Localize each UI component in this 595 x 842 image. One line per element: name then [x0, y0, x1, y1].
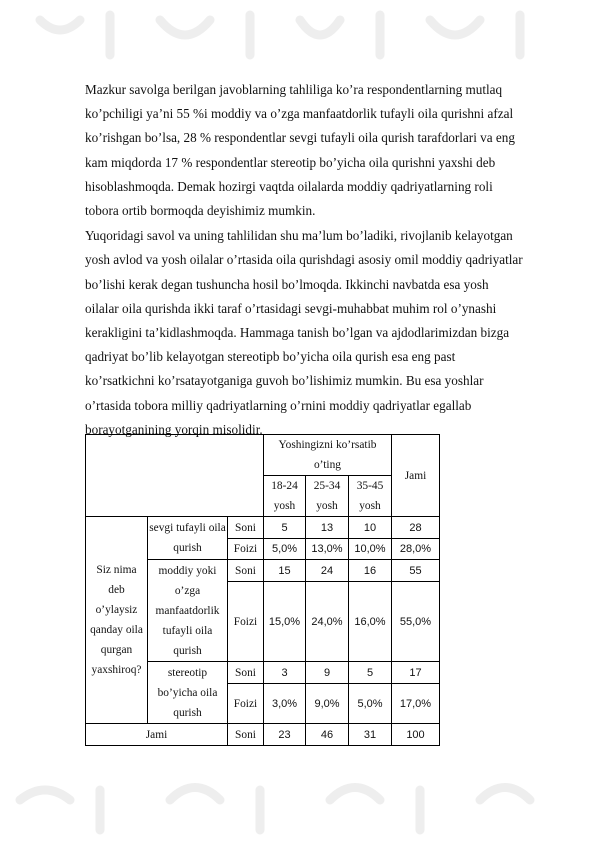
- text-line: ko’rishgan bo’lsa, 28 % respondentlar sevgi tufayli oila qurish tarafdorlari va eng: [85, 130, 515, 146]
- table-cell: 23: [264, 724, 306, 746]
- table-cell: 9,0%: [306, 684, 349, 724]
- text-line: yosh avlod va yosh oilalar o’rtasida oila qurishdagi asosiy omil moddiy qadriyatlar: [85, 252, 523, 268]
- text-line: o’rtasida tobora milliy qadriyatlarning o’rnini moddiy qadriyatlar egallab: [85, 397, 472, 413]
- table-cell: 3,0%: [264, 684, 306, 724]
- document-body: [85, 78, 555, 442]
- total-cell: 17: [392, 662, 440, 684]
- table-cell: 3: [264, 662, 306, 684]
- table-cell: 9: [306, 662, 349, 684]
- total-cell: 17,0%: [392, 684, 440, 724]
- text-line: hisoblashmoqda. Demak hozirgi vaqtda oilalarda moddiy qadriyatlarning roli: [85, 178, 493, 194]
- table-cell: 5,0%: [349, 684, 392, 724]
- measure-label: Foizi: [228, 582, 264, 662]
- measure-label: Foizi: [228, 539, 264, 560]
- total-row-label: Jami: [86, 724, 228, 746]
- age-group-25-34: 25-34 yosh: [306, 476, 349, 517]
- table-cell: 31: [349, 724, 392, 746]
- text-line: Yuqoridagi savol va uning tahlilidan shu ma’lum bo’ladiki, rivojlanib kelayotgan: [85, 228, 513, 244]
- table-cell: 5: [264, 517, 306, 539]
- total-header: Jami: [392, 435, 440, 517]
- measure-label: Soni: [228, 662, 264, 684]
- table-cell: 16: [349, 560, 392, 582]
- answer-label: stereotip bo’yicha oila qurish: [148, 662, 228, 724]
- question-cell: Siz nima deb o’ylaysiz qanday oila qurgan yaxshiroq?: [86, 517, 148, 724]
- total-cell: 55: [392, 560, 440, 582]
- table-cell: 5: [349, 662, 392, 684]
- table-cell: 10: [349, 517, 392, 539]
- table-cell: 15,0%: [264, 582, 306, 662]
- answer-label: moddiy yoki o’zga manfaatdorlik tufayli oila qurish: [148, 560, 228, 662]
- text-line: ko’pchiligi ya’ni 55 %i moddiy va o’zga manfaatdorlik tufayli oila qurishni afzal: [85, 106, 514, 122]
- age-group-header: Yoshingizni ko’rsatib o’ting: [264, 435, 392, 476]
- measure-label: Foizi: [228, 684, 264, 724]
- text-line: tobora ortib bormoqda deyishimiz mumkin.: [85, 203, 316, 219]
- text-line: qadriyat bo’lib kelayotgan stereotipb bo’yicha oila qurish esa eng past: [85, 349, 456, 365]
- survey-results-table: [85, 434, 440, 746]
- text-line: kam miqdorda 17 % respondentlar stereotip bo’yicha oila qurishni yaxshi deb: [85, 154, 496, 170]
- age-group-35-45: 35-45 yosh: [349, 476, 392, 517]
- measure-label: Soni: [228, 517, 264, 539]
- table-cell: 10,0%: [349, 539, 392, 560]
- total-cell: 28: [392, 517, 440, 539]
- total-cell: 100: [392, 724, 440, 746]
- table-cell: 46: [306, 724, 349, 746]
- table-cell: 16,0%: [349, 582, 392, 662]
- table-cell: 24: [306, 560, 349, 582]
- table-corner-cell: [86, 435, 264, 517]
- table-cell: 13,0%: [306, 539, 349, 560]
- text-line: ko’rsatkichni ko’rsatayotganiga guvoh bo’lishimiz mumkin. Bu esa yoshlar: [85, 373, 484, 389]
- text-line: bo’lishi kerak degan tushuncha hosil bo’lmoqda. Ikkinchi navbatda esa yosh: [85, 276, 489, 292]
- table-cell: 24,0%: [306, 582, 349, 662]
- age-group-18-24: 18-24 yosh: [264, 476, 306, 517]
- total-cell: 28,0%: [392, 539, 440, 560]
- answer-label: sevgi tufayli oila qurish: [148, 517, 228, 560]
- measure-label: Soni: [228, 724, 264, 746]
- table-cell: 13: [306, 517, 349, 539]
- table-cell: 5,0%: [264, 539, 306, 560]
- paragraph-1: [85, 78, 555, 223]
- measure-label: Soni: [228, 560, 264, 582]
- text-line: Mazkur savolga berilgan javoblarning tahliliga ko’ra respondentlarning mutlaq: [85, 82, 503, 97]
- paragraph-2: [85, 224, 555, 442]
- text-line: borayotganining yorqin misolidir.: [85, 421, 263, 437]
- text-line: kerakligini ta’kidlashmoqda. Hammaga tanish bo’lgan va ajdodlarimizdan bizga: [85, 325, 510, 341]
- total-cell: 55,0%: [392, 582, 440, 662]
- text-line: oilalar oila qurishda ikki taraf o’rtasidagi sevgi-muhabbat muhim rol o’ynashi: [85, 300, 497, 316]
- table-cell: 15: [264, 560, 306, 582]
